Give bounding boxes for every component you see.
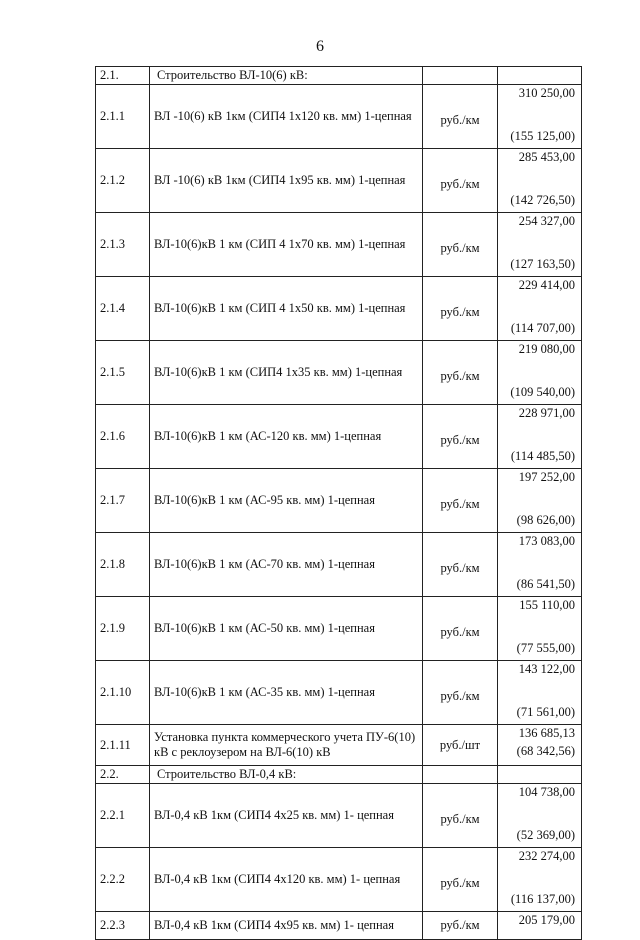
item-number: 2.1.5 — [96, 341, 150, 405]
item-unit — [423, 67, 498, 85]
item-price: 285 453,00 — [518, 150, 575, 164]
item-unit: руб./км — [423, 405, 498, 469]
item-name: ВЛ-10(6)кВ 1 км (АС-50 кв. мм) 1-цепная — [150, 597, 423, 661]
item-price-alt: (98 626,00) — [516, 513, 575, 527]
item-price: 228 971,00 — [518, 406, 575, 420]
table-row — [96, 533, 582, 597]
table-row — [96, 912, 582, 940]
item-price-cell — [498, 469, 582, 533]
item-name: ВЛ-0,4 кВ 1км (СИП4 4х25 кв. мм) 1- цепная — [150, 784, 423, 848]
table-row — [96, 597, 582, 661]
item-number: 2.1.10 — [96, 661, 150, 725]
item-number: 2.1.9 — [96, 597, 150, 661]
item-price-cell — [498, 341, 582, 405]
table-row — [96, 149, 582, 213]
table-row — [96, 277, 582, 341]
table-row — [96, 661, 582, 725]
section-title: Строительство ВЛ-0,4 кВ: — [150, 766, 423, 784]
item-price-cell — [498, 725, 582, 766]
item-name: ВЛ -10(6) кВ 1км (СИП4 1х120 кв. мм) 1-цепная — [150, 85, 423, 149]
item-price-alt: (114 485,50) — [510, 449, 575, 463]
item-price-cell — [498, 661, 582, 725]
item-number: 2.1.4 — [96, 277, 150, 341]
table-row — [96, 784, 582, 848]
item-price: 232 274,00 — [518, 849, 575, 863]
item-unit: руб./км — [423, 597, 498, 661]
item-unit: руб./км — [423, 912, 498, 940]
item-price-alt: (71 561,00) — [516, 705, 575, 719]
item-price-cell — [498, 405, 582, 469]
item-unit: руб./км — [423, 85, 498, 149]
item-price-alt: (127 163,50) — [510, 257, 575, 271]
table-row — [96, 341, 582, 405]
item-unit: руб./шт — [423, 725, 498, 766]
item-name: ВЛ-10(6)кВ 1 км (СИП 4 1х70 кв. мм) 1-цепная — [150, 213, 423, 277]
item-number: 2.2.2 — [96, 848, 150, 912]
item-price-cell — [498, 533, 582, 597]
table-row — [96, 469, 582, 533]
item-name: Установка пункта коммерческого учета ПУ-6(10) кВ с реклоузером на ВЛ-6(10) кВ — [150, 725, 423, 766]
table-row — [96, 848, 582, 912]
item-price-alt: (77 555,00) — [516, 641, 575, 655]
item-price-alt: (68 342,56) — [516, 744, 575, 758]
item-number: 2.1.11 — [96, 725, 150, 766]
section-row — [96, 766, 582, 784]
item-price-alt: (116 137,00) — [510, 892, 575, 906]
item-price: 205 179,00 — [518, 913, 575, 927]
item-unit — [423, 766, 498, 784]
item-price-cell — [498, 149, 582, 213]
section-row — [96, 67, 582, 85]
item-price: 136 685,13 — [518, 726, 575, 740]
item-unit: руб./км — [423, 149, 498, 213]
page-number: 6 — [316, 38, 324, 55]
item-price: 310 250,00 — [518, 86, 575, 100]
rates-table-body — [96, 67, 582, 940]
item-number: 2.1.2 — [96, 149, 150, 213]
item-price: 173 083,00 — [518, 534, 575, 548]
item-number: 2.1.3 — [96, 213, 150, 277]
item-price: 254 327,00 — [518, 214, 575, 228]
item-number: 2.1.8 — [96, 533, 150, 597]
item-name: ВЛ-10(6)кВ 1 км (АС-70 кв. мм) 1-цепная — [150, 533, 423, 597]
table-row — [96, 85, 582, 149]
item-number: 2.1.7 — [96, 469, 150, 533]
item-name: ВЛ -10(6) кВ 1км (СИП4 1х95 кв. мм) 1-цепная — [150, 149, 423, 213]
item-number: 2.2. — [96, 766, 150, 784]
item-price-alt: (109 540,00) — [510, 385, 575, 399]
item-price-cell — [498, 766, 582, 784]
item-price: 104 738,00 — [518, 785, 575, 799]
item-unit: руб./км — [423, 661, 498, 725]
item-price: 197 252,00 — [518, 470, 575, 484]
item-unit: руб./км — [423, 213, 498, 277]
item-name: ВЛ-10(6)кВ 1 км (СИП 4 1х50 кв. мм) 1-цепная — [150, 277, 423, 341]
item-price-cell — [498, 213, 582, 277]
item-price-cell — [498, 912, 582, 940]
item-price-cell — [498, 85, 582, 149]
item-price-alt: (86 541,50) — [516, 577, 575, 591]
item-number: 2.2.3 — [96, 912, 150, 940]
table-row — [96, 213, 582, 277]
item-price-alt: (155 125,00) — [510, 129, 575, 143]
item-price: 155 110,00 — [519, 598, 575, 612]
item-name: ВЛ-10(6)кВ 1 км (СИП4 1х35 кв. мм) 1-цепная — [150, 341, 423, 405]
item-price-alt: (142 726,50) — [510, 193, 575, 207]
item-price-cell — [498, 597, 582, 661]
table-row — [96, 725, 582, 766]
item-name: ВЛ-0,4 кВ 1км (СИП4 4х95 кв. мм) 1- цепная — [150, 912, 423, 940]
item-number: 2.2.1 — [96, 784, 150, 848]
item-unit: руб./км — [423, 848, 498, 912]
item-price-cell — [498, 784, 582, 848]
item-name: ВЛ-0,4 кВ 1км (СИП4 4х120 кв. мм) 1- цепная — [150, 848, 423, 912]
item-price: 219 080,00 — [518, 342, 575, 356]
item-price: 229 414,00 — [518, 278, 575, 292]
item-number: 2.1. — [96, 67, 150, 85]
item-name: ВЛ-10(6)кВ 1 км (АС-120 кв. мм) 1-цепная — [150, 405, 423, 469]
item-unit: руб./км — [423, 277, 498, 341]
item-price-cell — [498, 67, 582, 85]
item-unit: руб./км — [423, 341, 498, 405]
item-unit: руб./км — [423, 469, 498, 533]
item-unit: руб./км — [423, 784, 498, 848]
rates-table — [95, 66, 582, 940]
item-price: 143 122,00 — [518, 662, 575, 676]
item-price-alt: (114 707,00) — [510, 321, 575, 335]
item-price-cell — [498, 848, 582, 912]
table-row — [96, 405, 582, 469]
item-unit: руб./км — [423, 533, 498, 597]
item-number: 2.1.1 — [96, 85, 150, 149]
item-name: ВЛ-10(6)кВ 1 км (АС-35 кв. мм) 1-цепная — [150, 661, 423, 725]
section-title: Строительство ВЛ-10(6) кВ: — [150, 67, 423, 85]
item-name: ВЛ-10(6)кВ 1 км (АС-95 кв. мм) 1-цепная — [150, 469, 423, 533]
item-number: 2.1.6 — [96, 405, 150, 469]
item-price-cell — [498, 277, 582, 341]
item-price-alt: (52 369,00) — [516, 828, 575, 842]
